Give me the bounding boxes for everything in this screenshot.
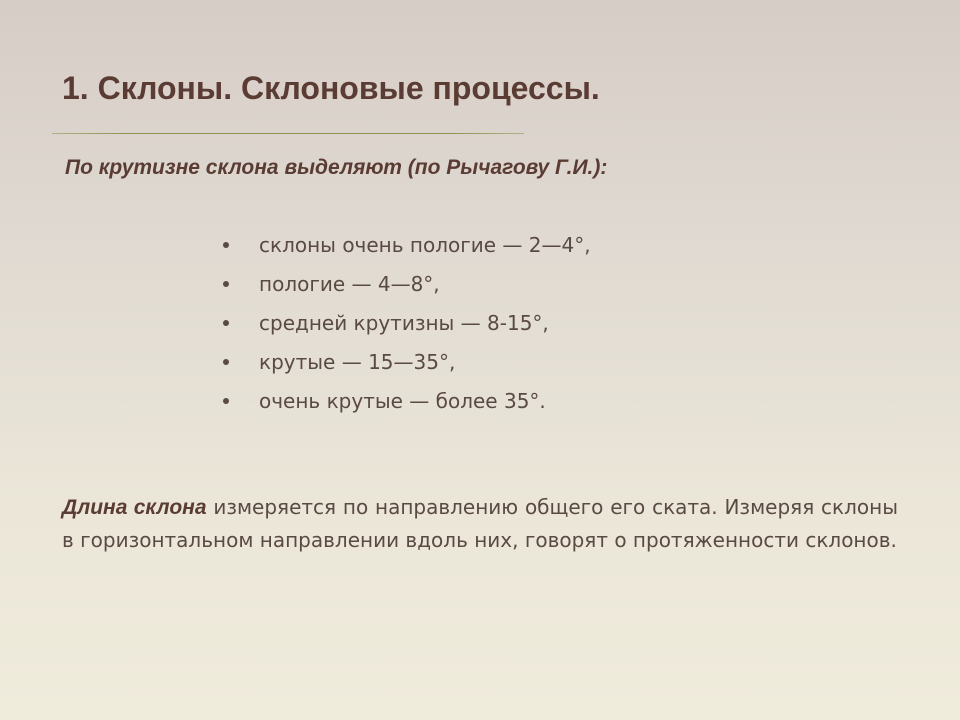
slide-title: 1. Склоны. Склоновые процессы. [62, 70, 600, 106]
bullet-dot-icon [223, 281, 229, 287]
bullet-dot-icon [223, 242, 229, 248]
slope-length-paragraph [62, 491, 898, 557]
paragraph-text: измеряется по направлению общего его ската. Измеряя склоны в горизонтальном направлении вдоль них, говорят о протяженности склонов. [62, 495, 898, 552]
list-item [223, 342, 591, 381]
slide-subtitle: По крутизне склона выделяют (по Рычагову Г.И.): [65, 156, 608, 179]
bullet-dot-icon [223, 320, 229, 326]
list-item-text: средней крутизны — 8-15°, [259, 310, 549, 335]
list-item-text: склоны очень пологие — 2—4°, [259, 233, 591, 258]
bullet-dot-icon [223, 398, 229, 404]
title-underline [52, 133, 524, 134]
list-item-text: пологие — 4—8°, [259, 272, 440, 297]
list-item-text: крутые — 15—35°, [259, 349, 456, 374]
paragraph-term: Длина склона [62, 496, 207, 519]
list-item [223, 381, 591, 420]
list-item [223, 226, 591, 265]
list-item-text: очень крутые — более 35°. [259, 388, 546, 413]
bullet-dot-icon [223, 359, 229, 365]
list-item [223, 265, 591, 304]
list-item [223, 304, 591, 343]
slope-steepness-list [223, 226, 591, 420]
